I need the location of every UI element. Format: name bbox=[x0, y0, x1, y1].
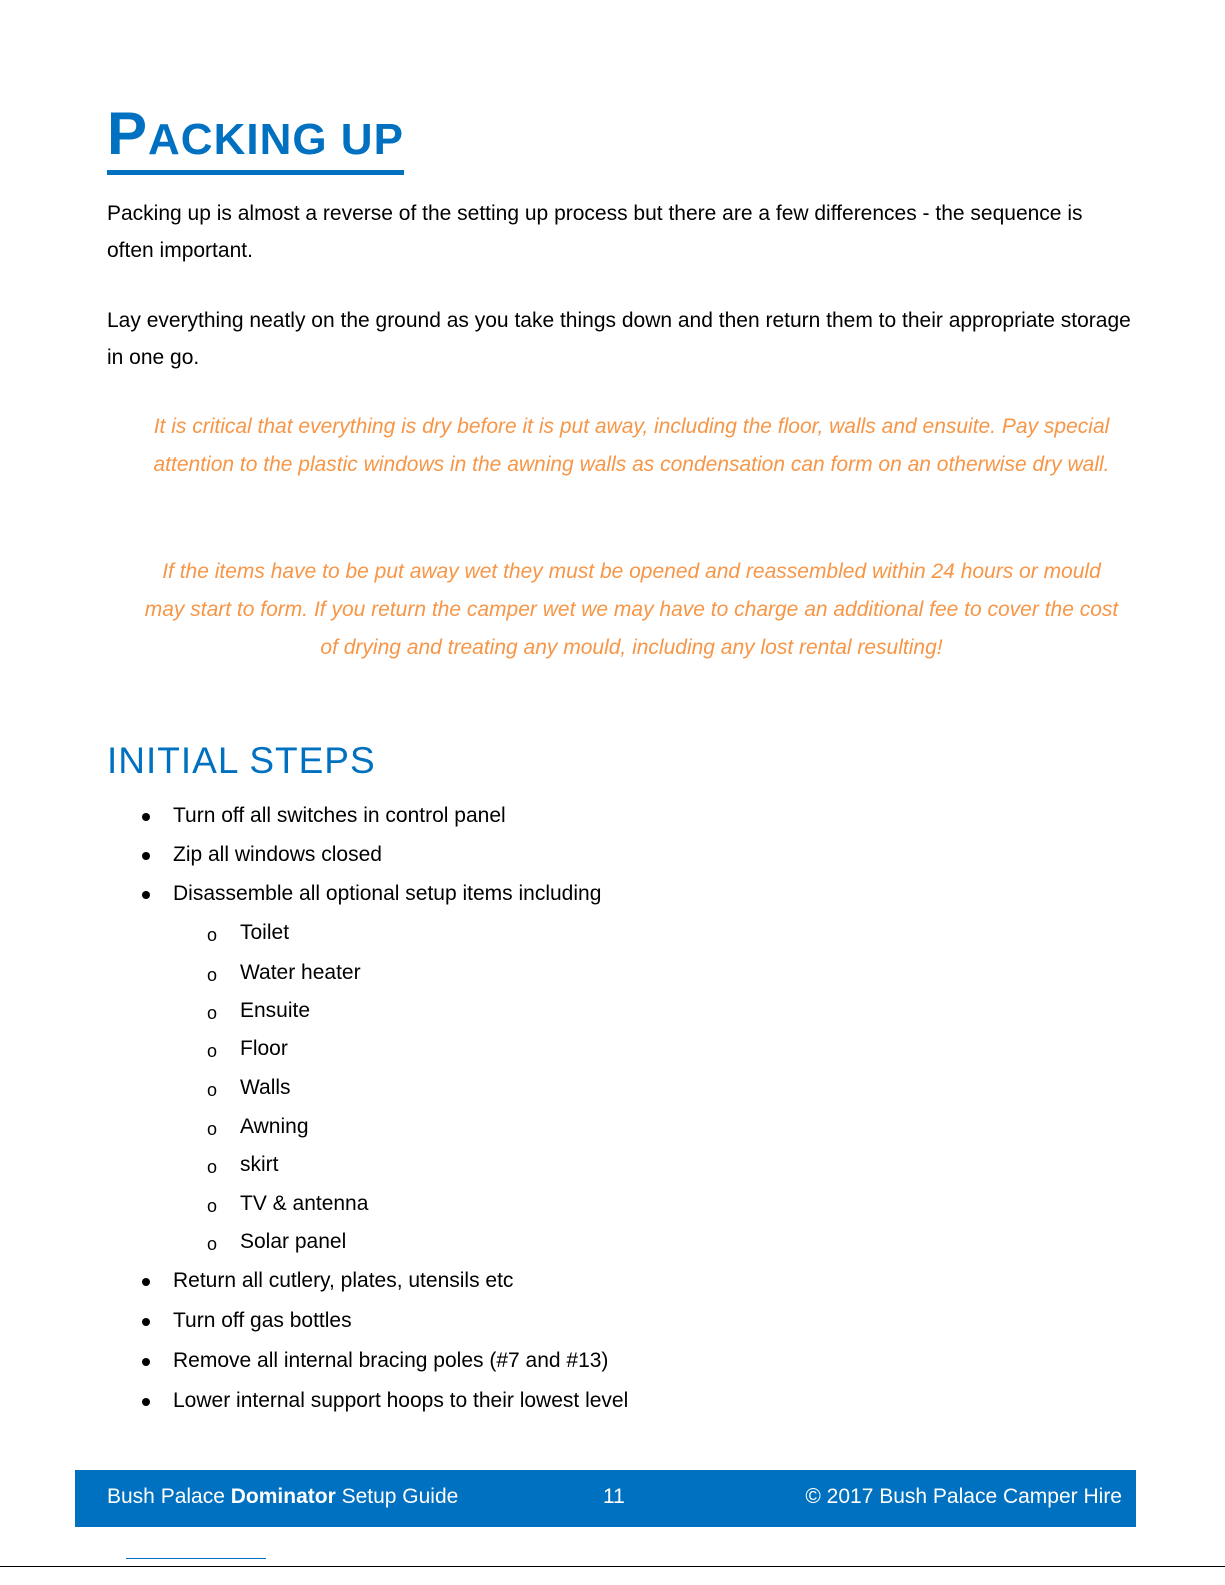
list-item-label: Zip all windows closed bbox=[173, 843, 382, 866]
footer-model-name: Dominator bbox=[230, 1485, 336, 1508]
bottom-link-underline bbox=[126, 1558, 266, 1559]
list-item-label: Turn off all switches in control panel bbox=[173, 804, 506, 827]
hollow-bullet-icon: o bbox=[207, 1080, 218, 1100]
footer-copyright: © 2017 Bush Palace Camper Hire bbox=[805, 1485, 1122, 1508]
section-heading-initial-steps: INITIAL STEPS bbox=[107, 740, 376, 781]
hollow-bullet-icon: o bbox=[207, 925, 218, 945]
sub-list-item-label: Toilet bbox=[240, 921, 290, 944]
intro-paragraph-1: Packing up is almost a reverse of the setting up process but there are a few differences - the sequence is often important. bbox=[107, 202, 1083, 262]
list-item-label: Remove all internal bracing poles (#7 and #13) bbox=[173, 1349, 609, 1372]
intro-paragraph-2: Lay everything neatly on the ground as you take things down and then return them to their appropriate storage in one go. bbox=[107, 309, 1131, 369]
page-title bbox=[107, 100, 404, 175]
sub-list-item-label: Water heater bbox=[240, 961, 361, 984]
page-title-rest: ACKING UP bbox=[148, 115, 404, 164]
bullet-icon bbox=[142, 1358, 150, 1366]
sub-list-item-label: skirt bbox=[240, 1153, 279, 1176]
hollow-bullet-icon: o bbox=[207, 1041, 218, 1061]
bullet-icon bbox=[142, 852, 150, 860]
page-edge-divider bbox=[0, 1566, 1225, 1567]
list-item-label: Disassemble all optional setup items including bbox=[173, 882, 602, 905]
hollow-bullet-icon: o bbox=[207, 1003, 218, 1023]
sub-list-item-label: Awning bbox=[240, 1115, 309, 1138]
bullet-icon bbox=[142, 1398, 150, 1406]
sub-list-item-label: Ensuite bbox=[240, 999, 311, 1022]
dry-warning-note: It is critical that everything is dry before it is put away, including the floor, walls and ensuite. Pay special attention to the plastic windows in the awning walls as condensation can form on an otherwise dry wall. bbox=[153, 415, 1110, 476]
hollow-bullet-icon: o bbox=[207, 1157, 218, 1177]
footer-guide-prefix: Bush Palace bbox=[107, 1485, 231, 1508]
wet-fee-warning-note: If the items have to be put away wet they must be opened and reassembled within 24 hours or mould may start to form. If you return the camper wet we may have to charge an additional fee to cover the cost of drying and treating any mould, including any lost rental resulting! bbox=[144, 560, 1119, 659]
page-title-first-letter: P bbox=[107, 100, 149, 167]
list-item-label: Turn off gas bottles bbox=[173, 1309, 352, 1332]
hollow-bullet-icon: o bbox=[207, 1119, 218, 1139]
hollow-bullet-icon: o bbox=[207, 1234, 218, 1254]
bullet-icon bbox=[142, 891, 150, 899]
footer-guide-suffix: Setup Guide bbox=[335, 1485, 459, 1508]
sub-list-item-label: Solar panel bbox=[240, 1230, 347, 1253]
sub-list-item-label: Walls bbox=[240, 1076, 291, 1099]
list-item-label: Return all cutlery, plates, utensils etc bbox=[173, 1269, 514, 1292]
hollow-bullet-icon: o bbox=[207, 965, 218, 985]
sub-list-item-label: TV & antenna bbox=[240, 1192, 369, 1215]
list-item-label: Lower internal support hoops to their lowest level bbox=[173, 1389, 629, 1412]
bullet-icon bbox=[142, 1278, 150, 1286]
page-number: 11 bbox=[603, 1485, 625, 1508]
page-footer bbox=[75, 1470, 1136, 1527]
sub-list-item-label: Floor bbox=[240, 1037, 288, 1060]
hollow-bullet-icon: o bbox=[207, 1196, 218, 1216]
bullet-icon bbox=[142, 1318, 150, 1326]
bullet-icon bbox=[142, 813, 150, 821]
footer-guide-title bbox=[107, 1485, 458, 1509]
